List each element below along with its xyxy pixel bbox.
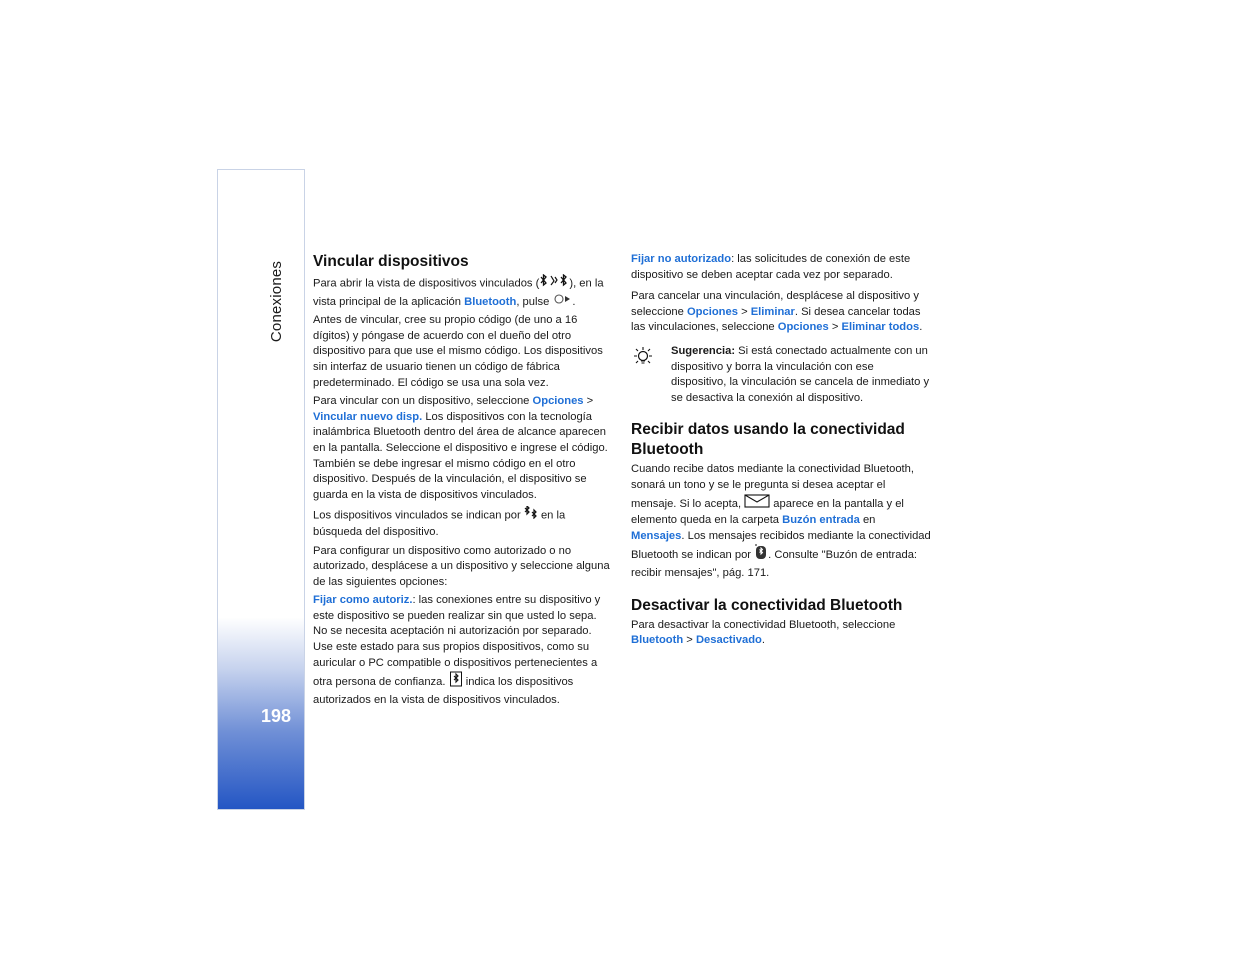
- section-label: Conexiones: [268, 260, 286, 342]
- key-eliminar: Eliminar: [750, 305, 795, 318]
- key-bluetooth: Bluetooth: [464, 295, 517, 308]
- lightbulb-icon: [631, 346, 655, 374]
- key-vincular-nuevo: Vincular nuevo disp.: [313, 410, 423, 423]
- key-fijar-no-autorizado: Fijar no autorizado: [631, 253, 732, 265]
- paragraph-authorized: Fijar como autoriz.: las conexiones entre su dispositivo y este dispositivo se pueden realizar sin que usted lo sepa. No se necesita aceptación ni autorización por separado. Use este estado para sus propios dispositivos, como su auricular o PC compatible o dispositivos pertenecientes a otra persona de confianza. indica los dispositivos autorizados en la vista de dispositivos vinculados.: [313, 594, 601, 706]
- paragraph-code: Antes de vincular, cree su propio código (de uno a 16 dígitos) y póngase de acuerdo con el dueño del otro dispositivo para que use el mismo código. Los dispositivos sin interfaz de usuario tienen un código de fábrica predeterminado. El código se usa una sola vez.: [313, 314, 603, 389]
- paired-indicator-icon: [524, 506, 538, 525]
- key-opciones: Opciones: [532, 395, 584, 408]
- tip-label: Sugerencia:: [671, 344, 736, 357]
- paragraph-open-view: Para abrir la vista de dispositivos vinculados ( ), en la vista principal de la aplicación Bluetooth, pulse .: [313, 274, 613, 310]
- key-fijar-autoriz: Fijar como autoriz.: [313, 594, 413, 607]
- key-buzon-entrada: Buzón entrada: [782, 514, 860, 527]
- tip-text: Si está conectado actualmente con un dispositivo y borra la vinculación con ese dispositivo, la vinculación se cancela de inmediato y se desactiva la conexión al dispositivo.: [671, 344, 930, 404]
- paragraph-receive: Cuando recibe datos mediante la conectividad Bluetooth, sonará un tono y se le pregunta si desea aceptar el mensaje. Si lo acepta, aparece en la pantalla y el elemento queda en la carpeta Buzón entrada en Mensajes. Los mensajes recibidos mediante la conectividad Bluetooth se indican por . Consulte "Buzón de entrada: recibir mensajes", pág. 171.: [631, 463, 931, 579]
- joystick-right-icon: [552, 293, 572, 311]
- paragraph-not-authorized: Fijar no autorizado: las solicitudes de conexión de este dispositivo se deben aceptar cada vez por separado.: [631, 253, 911, 281]
- section-label-wrap: [262, 256, 292, 346]
- heading-vincular: Vincular dispositivos: [313, 253, 469, 270]
- envelope-icon: [744, 494, 770, 514]
- key-opciones-2: Opciones: [686, 305, 738, 318]
- key-desactivado: Desactivado: [695, 634, 762, 647]
- key-opciones-3: Opciones: [777, 321, 829, 334]
- tip-box: [631, 344, 931, 406]
- left-column: [313, 252, 613, 711]
- heading-recibir: Recibir datos usando la conectividad Bluetooth: [631, 421, 905, 459]
- bluetooth-message-icon: [754, 544, 768, 566]
- heading-desactivar: Desactivar la conectividad Bluetooth: [631, 596, 903, 614]
- paragraph-indicated: Los dispositivos vinculados se indican por en la búsqueda del dispositivo.: [313, 506, 613, 540]
- key-mensajes: Mensajes: [631, 529, 682, 542]
- paragraph-configure: Para configurar un dispositivo como autorizado o no autorizado, desplácese a un dispositivo y seleccione alguna de las siguientes opciones:: [313, 544, 610, 588]
- authorized-device-icon: [449, 671, 463, 693]
- paragraph-cancel: Para cancelar una vinculación, desplácese al dispositivo y seleccione Opciones > Eliminar. Si desea cancelar todas las vinculaciones, seleccione Opciones > Eliminar todos.: [631, 290, 923, 334]
- page-number: 198: [261, 706, 292, 726]
- key-bluetooth-2: Bluetooth: [631, 634, 684, 647]
- key-eliminar-todos: Eliminar todos: [841, 321, 920, 334]
- paired-devices-icon: [539, 274, 569, 293]
- paragraph-pair: Para vincular con un dispositivo, seleccione Opciones > Vincular nuevo disp. Los dispositivos con la tecnología inalámbrica Bluetooth dentro del área de alcance aparecen en la pantalla. Seleccione el dispositivo e ingrese el código. También se debe ingresar el mismo código en el otro dispositivo. Después de la vinculación, el dispositivo se guarda en la vista de dispositivos vinculados.: [313, 395, 608, 501]
- paragraph-deactivate: Para desactivar la conectividad Bluetooth, seleccione Bluetooth > Desactivado.: [631, 618, 896, 647]
- right-column: [631, 252, 931, 655]
